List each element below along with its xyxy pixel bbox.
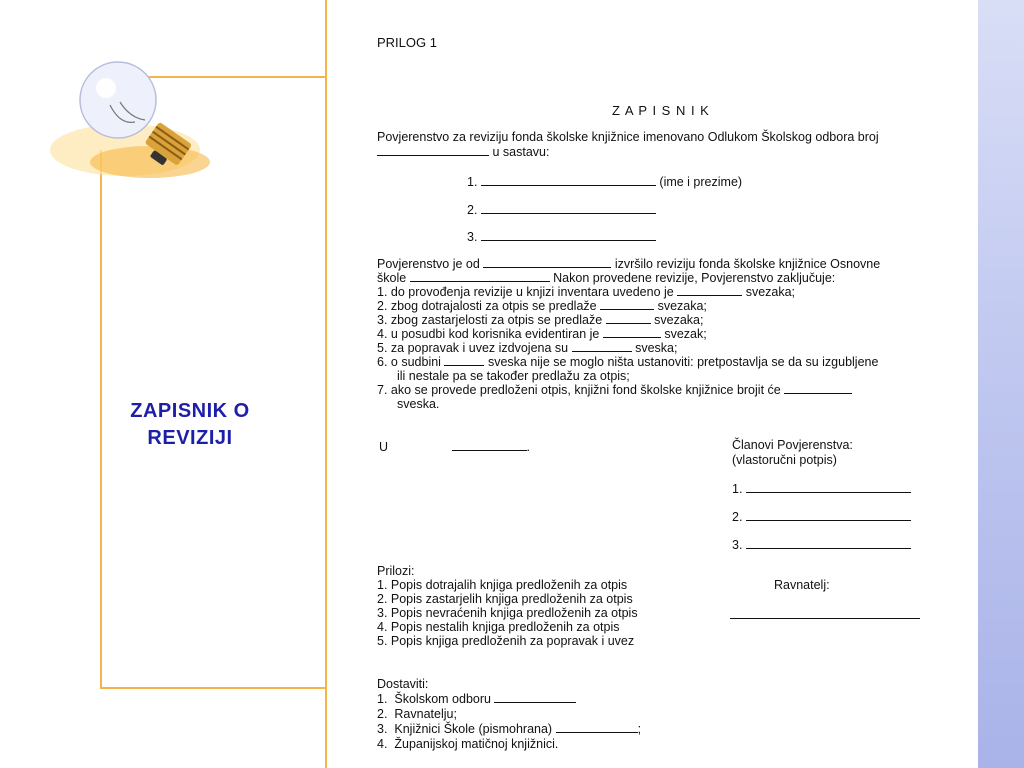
prilog-item-5: 5. Popis knjiga predloženih za popravak i uvez bbox=[377, 634, 635, 648]
document-heading: Z A P I S N I K bbox=[612, 103, 710, 118]
dostaviti-item-4: 4. Županijskoj matičnoj knjižnici. bbox=[377, 737, 559, 751]
slide-title: ZAPISNIK O REVIZIJI bbox=[130, 400, 250, 449]
item-7-cont: sveska. bbox=[397, 397, 440, 411]
prilog-item-4: 4. Popis nestalih knjiga predloženih za otpis bbox=[377, 620, 620, 634]
dostaviti-title: Dostaviti: bbox=[377, 677, 429, 691]
prilozi-title: Prilozi: bbox=[377, 564, 415, 578]
item-5: 5. za popravak i uvez izdvojena su sveska; bbox=[377, 341, 678, 355]
para1-line1: Povjerenstvo je od izvršilo reviziju fonda školske knjižnice Osnovne bbox=[377, 257, 881, 271]
member-row-3: 3. bbox=[467, 230, 656, 244]
document-page bbox=[327, 0, 977, 768]
dostaviti-item-1: 1. Školskom odboru bbox=[377, 692, 576, 706]
prilog-label: PRILOG 1 bbox=[377, 35, 437, 50]
prilog-item-2: 2. Popis zastarjelih knjiga predloženih za otpis bbox=[377, 592, 633, 606]
item-3: 3. zbog zastarjelosti za otpis se predlaže svezaka; bbox=[377, 313, 704, 327]
item-6: 6. o sudbini sveska nije se moglo ništa ustanoviti: pretpostavlja se da su izgubljene bbox=[377, 355, 879, 369]
signature-line-1: 1. bbox=[732, 482, 911, 496]
clanovi-title: Članovi Povjerenstva: bbox=[732, 438, 853, 452]
lightbulb-icon bbox=[40, 50, 230, 180]
intro-line-1: Povjerenstvo za reviziju fonda školske knjižnice imenovano Odlukom Školskog odbora broj bbox=[377, 130, 879, 144]
intro-line-2: u sastavu: bbox=[377, 145, 549, 159]
dostaviti-item-2: 2. Ravnatelju; bbox=[377, 707, 457, 721]
item-2: 2. zbog dotrajalosti za otpis se predlaže svezaka; bbox=[377, 299, 707, 313]
ravnatelj-label: Ravnatelj: bbox=[774, 578, 830, 592]
place-date-line: U . bbox=[379, 440, 530, 454]
prilog-item-1: 1. Popis dotrajalih knjiga predloženih za otpis bbox=[377, 578, 628, 592]
clanovi-subtitle: (vlastoručni potpis) bbox=[732, 453, 837, 467]
para1-line2: škole Nakon provedene revizije, Povjerenstvo zaključuje: bbox=[377, 271, 836, 285]
prilog-item-3: 3. Popis nevraćenih knjiga predloženih za otpis bbox=[377, 606, 638, 620]
frame-bottom-line bbox=[100, 687, 326, 689]
ravnatelj-signature-line bbox=[730, 608, 920, 622]
item-1: 1. do provođenja revizije u knjizi inventara uvedeno je svezaka; bbox=[377, 285, 796, 299]
item-4: 4. u posudbi kod korisnika evidentiran je svezak; bbox=[377, 327, 707, 341]
item-6-cont: ili nestale pa se također predlažu za otpis; bbox=[397, 369, 630, 383]
item-7: 7. ako se provede predloženi otpis, knjižni fond školske knjižnice brojit će bbox=[377, 383, 852, 397]
signature-line-3: 3. bbox=[732, 538, 911, 552]
member-row-2: 2. bbox=[467, 203, 656, 217]
right-gradient-bar bbox=[978, 0, 1024, 768]
signature-line-2: 2. bbox=[732, 510, 911, 524]
dostaviti-item-3: 3. Knjižnici Škole (pismohrana) ; bbox=[377, 722, 642, 736]
frame-left-line bbox=[100, 150, 102, 689]
member-row-1: 1. (ime i prezime) bbox=[467, 175, 743, 189]
